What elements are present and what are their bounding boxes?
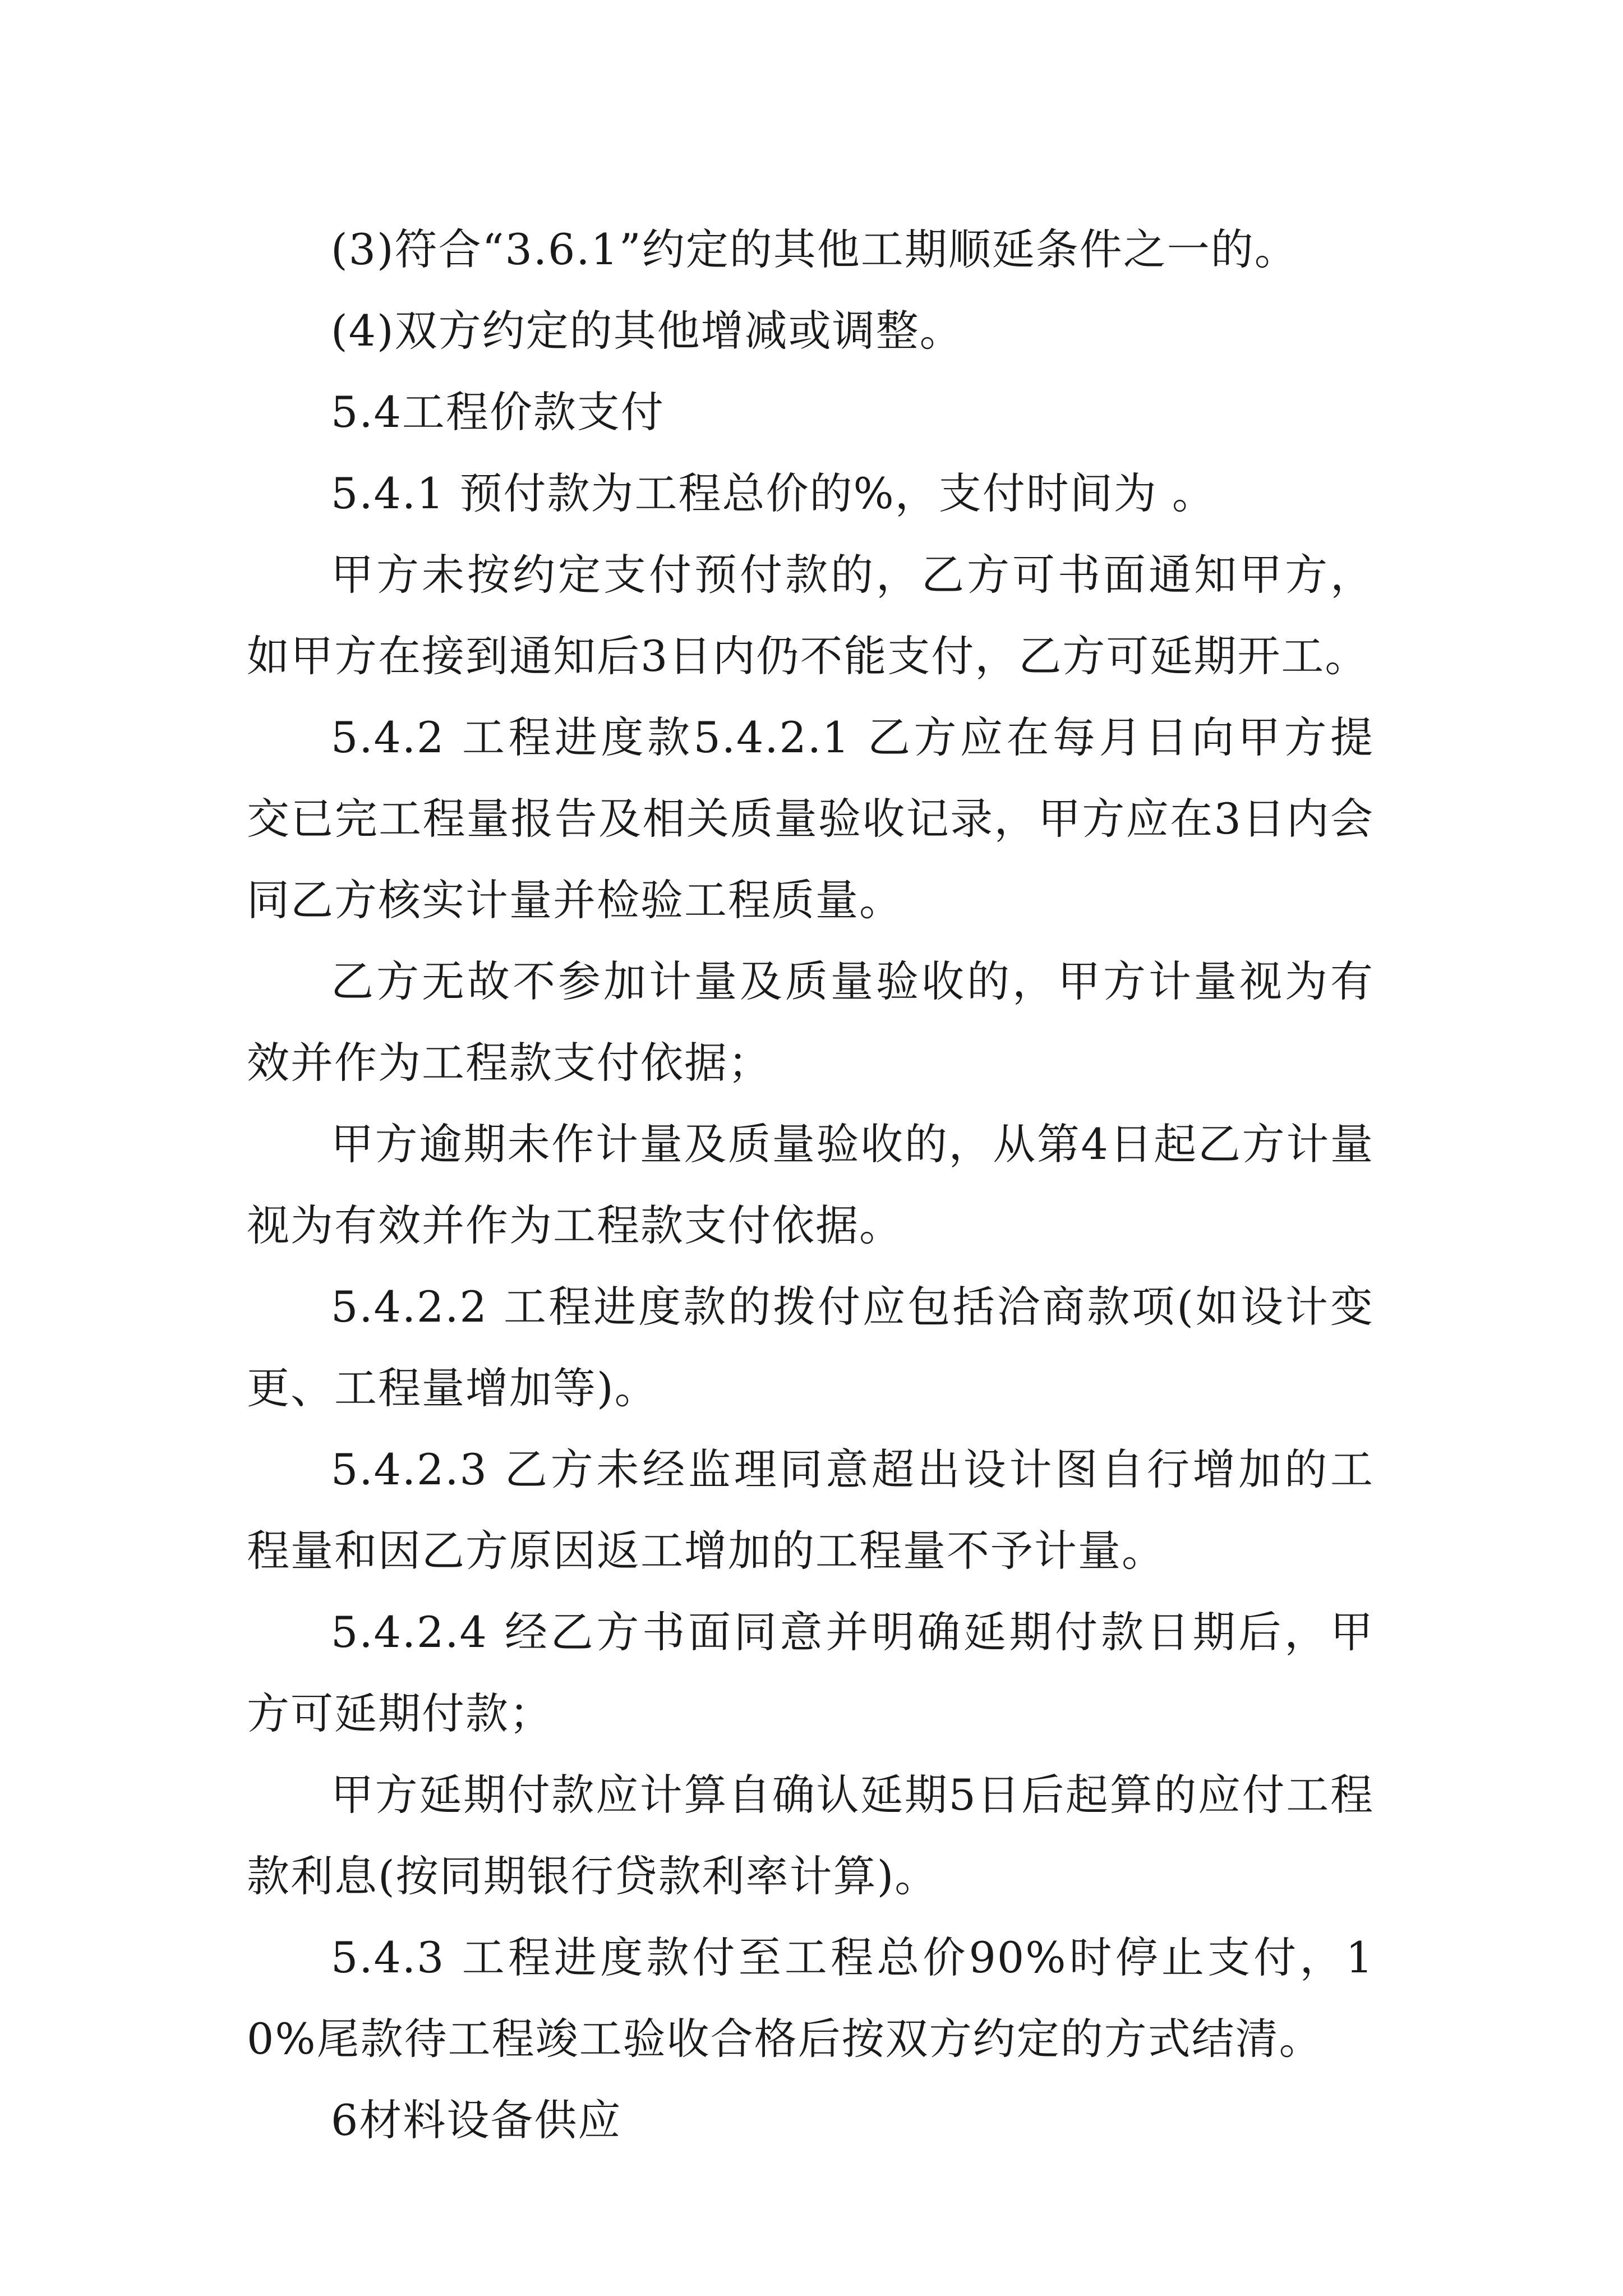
paragraph-5-4-2-4: 5.4.2.4 经乙方书面同意并明确延期付款日期后，甲方可延期付款； (247, 1607, 1374, 1738)
paragraph-deferred-interest: 甲方延期付款应计算自确认延期5日后起算的应付工程款利息(按同期银行贷款利率计算)。 (247, 1770, 1374, 1901)
paragraph-contractor-absent: 乙方无故不参加计量及质量验收的，甲方计量视为有效并作为工程款支付依据； (247, 956, 1374, 1088)
paragraph-5-4-3: 5.4.3 工程进度款付至工程总价90%时停止支付，10%尾款待工程竣工验收合格后按双方约定的方式结清。 (247, 1932, 1374, 2064)
paragraph-1: (3)符合“3.6.1”约定的其他工期顺延条件之一的。 (331, 224, 1298, 274)
paragraph-prepayment-default: 甲方未按约定支付预付款的，乙方可书面通知甲方，如甲方在接到通知后3日内仍不能支付，乙方可延期开工。 (247, 550, 1374, 681)
section-heading-5-4: 5.4工程价款支付 (331, 387, 665, 437)
paragraph-2: (4)双方约定的其他增减或调整。 (331, 306, 963, 356)
section-heading-6: 6材料设备供应 (331, 2095, 622, 2145)
paragraph-5-4-2-3: 5.4.2.3 乙方未经监理同意超出设计图自行增加的工程量和因乙方原因返工增加的工程量不予计量。 (247, 1444, 1374, 1576)
paragraph-owner-overdue: 甲方逾期未作计量及质量验收的，从第4日起乙方计量视为有效并作为工程款支付依据。 (247, 1119, 1374, 1250)
paragraph-5-4-2-2: 5.4.2.2 工程进度款的拨付应包括洽商款项(如设计变更、工程量增加等)。 (247, 1282, 1374, 1413)
paragraph-5-4-2: 5.4.2 工程进度款5.4.2.1 乙方应在每月日向甲方提交已完工程量报告及相关质量验收记录，甲方应在3日内会同乙方核实计量并检验工程质量。 (247, 712, 1374, 925)
paragraph-5-4-1: 5.4.1 预付款为工程总价的%，支付时间为 。 (331, 468, 1216, 518)
document-body (247, 209, 1374, 2161)
